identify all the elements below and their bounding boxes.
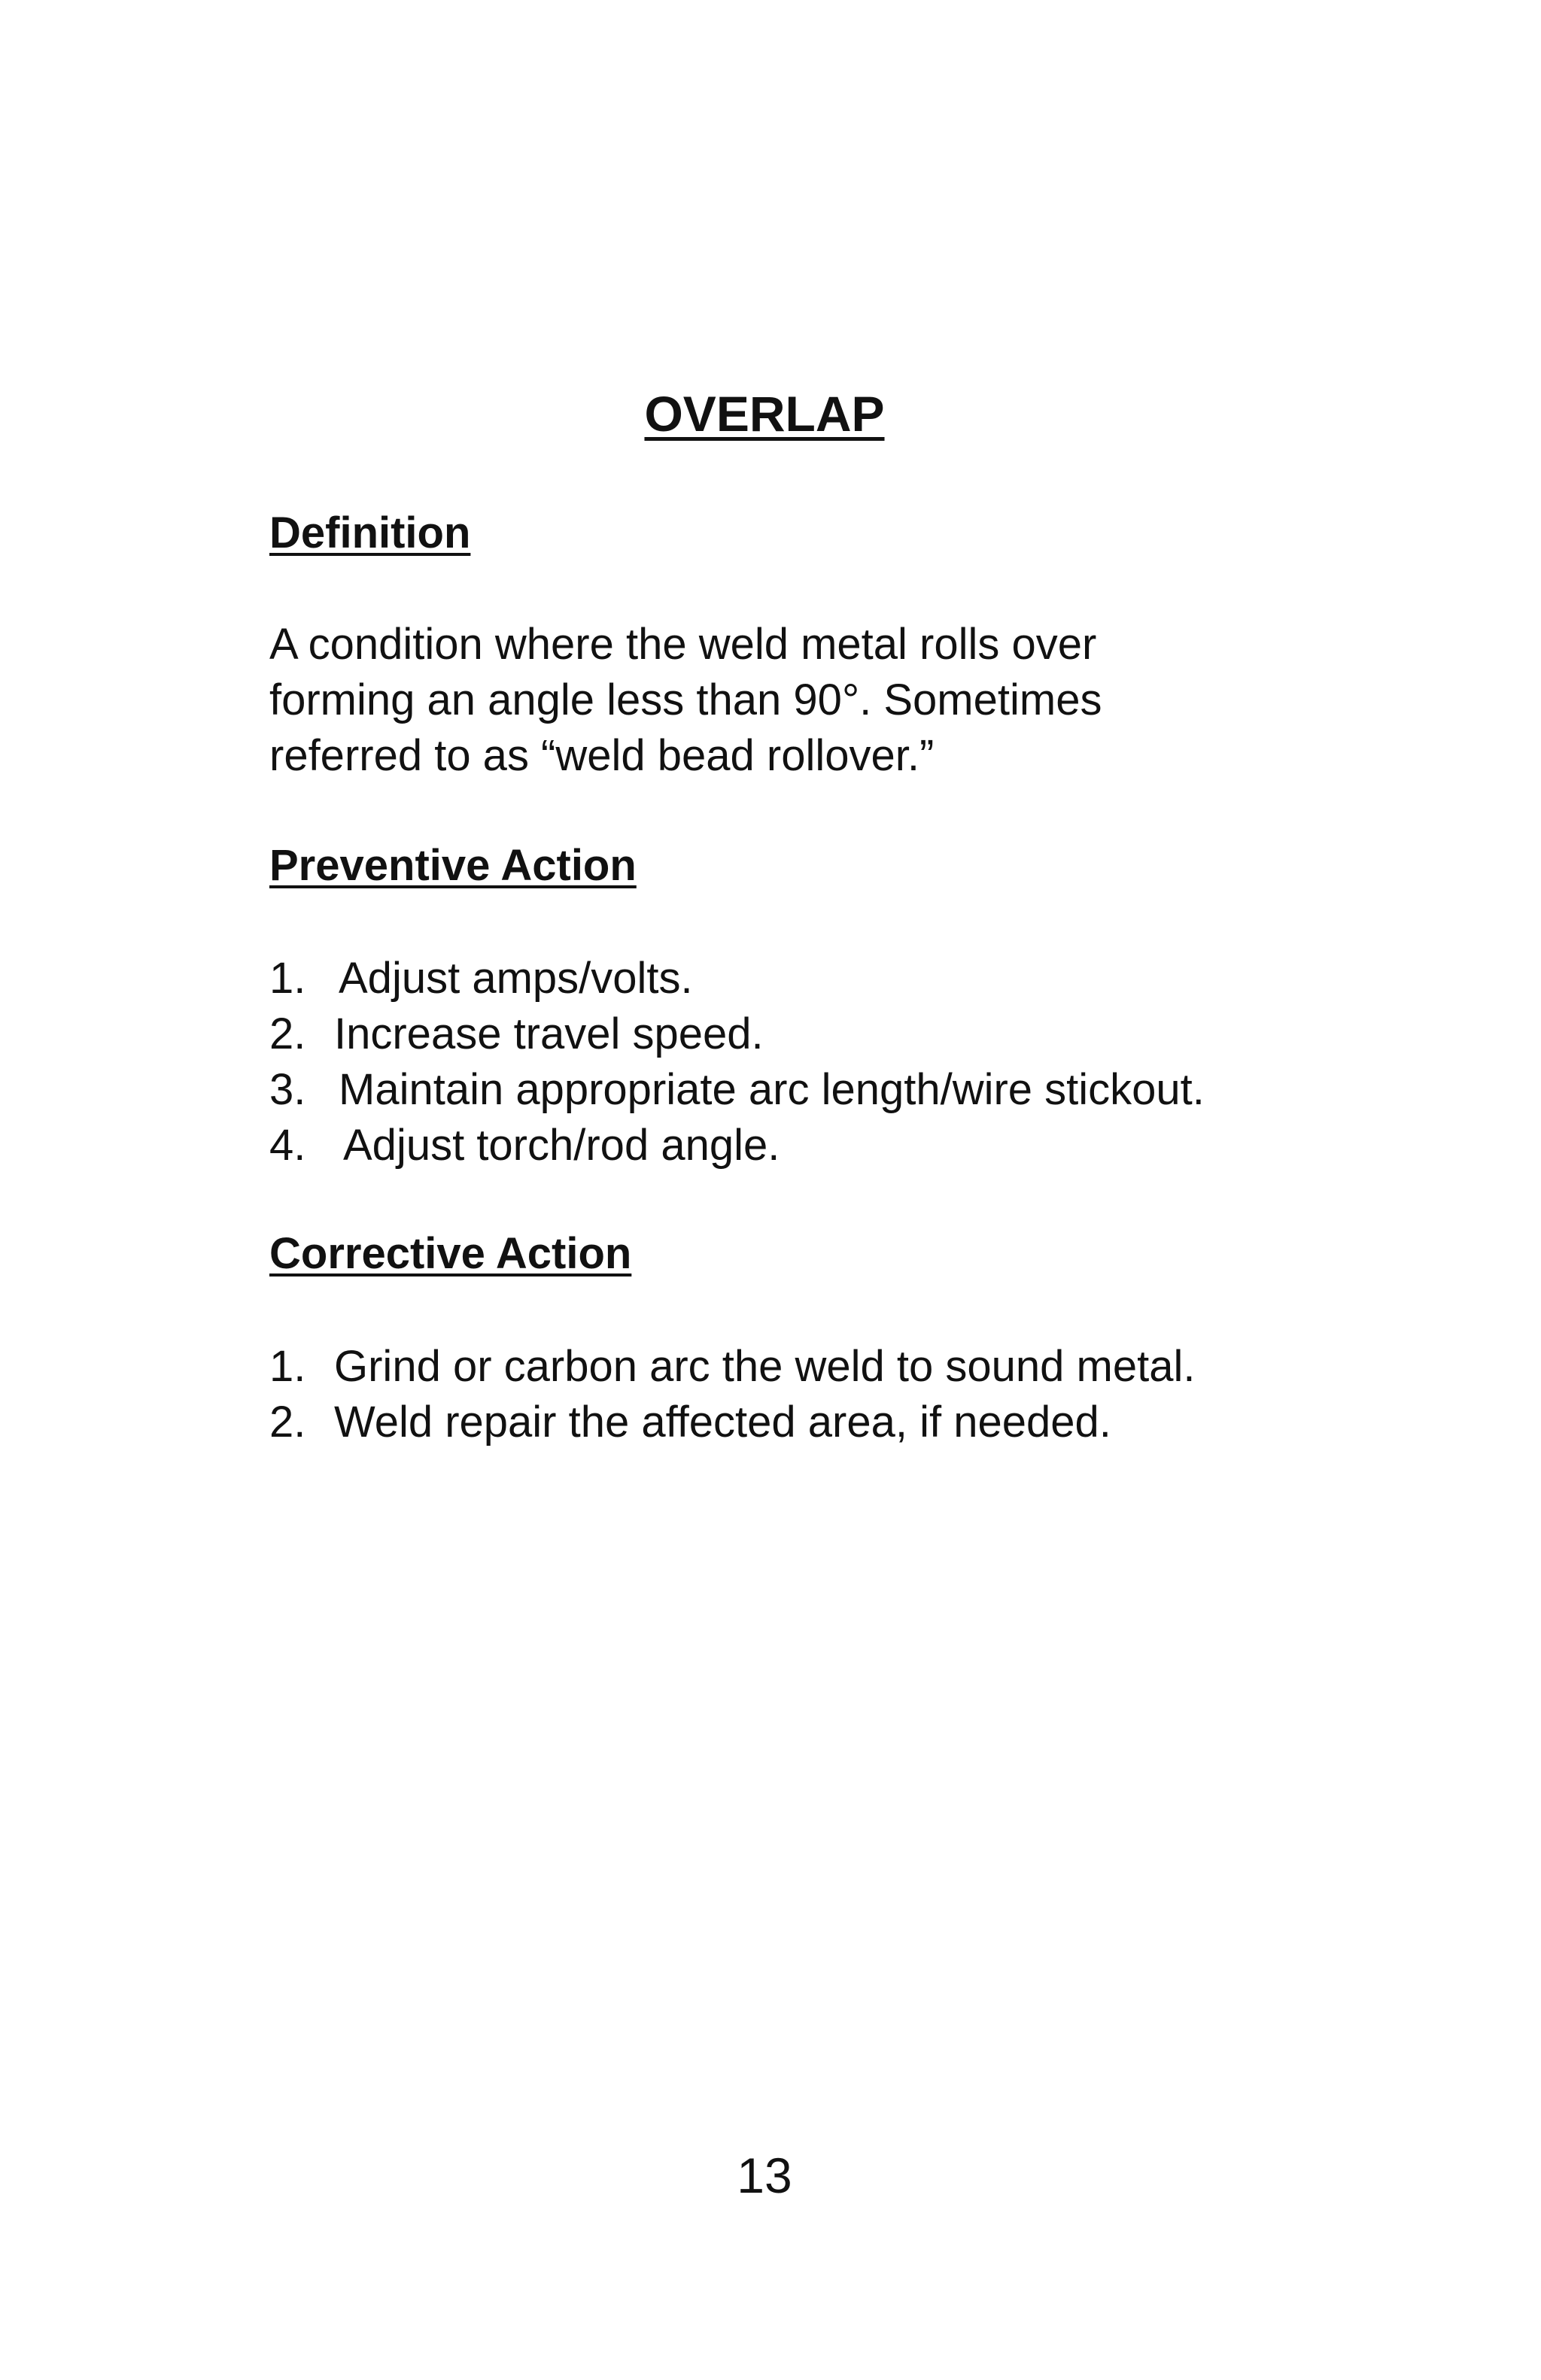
preventive-action-list xyxy=(269,951,1205,1173)
list-item-text: Maintain appropriate arc length/wire stickout. xyxy=(339,1065,1205,1114)
page-title: OVERLAP xyxy=(644,386,885,442)
page-number: 13 xyxy=(737,2148,792,2203)
list-item xyxy=(269,1006,1205,1062)
list-item xyxy=(269,1339,1195,1395)
list-item xyxy=(269,1118,1205,1173)
list-item-number: 1. xyxy=(269,1342,306,1391)
list-item-text: Adjust torch/rod angle. xyxy=(343,1121,780,1170)
list-item xyxy=(269,1062,1205,1118)
list-item-number: 2. xyxy=(269,1398,306,1447)
list-item-text: Adjust amps/volts. xyxy=(339,954,693,1003)
list-item-number: 3. xyxy=(269,1065,306,1114)
definition-heading: Definition xyxy=(269,508,471,557)
list-item xyxy=(269,951,1205,1006)
list-item-text: Increase travel speed. xyxy=(334,1009,764,1058)
preventive-action-heading: Preventive Action xyxy=(269,841,637,890)
definition-line: referred to as “weld bead rollover.” xyxy=(269,731,935,780)
definition-text xyxy=(269,617,1102,784)
corrective-action-list xyxy=(269,1339,1195,1450)
definition-line: forming an angle less than 90°. Sometimes xyxy=(269,675,1102,724)
corrective-action-heading: Corrective Action xyxy=(269,1229,632,1278)
list-item-number: 2. xyxy=(269,1009,306,1058)
list-item-text: Weld repair the affected area, if needed. xyxy=(334,1398,1111,1447)
list-item-text: Grind or carbon arc the weld to sound metal. xyxy=(334,1342,1196,1391)
list-item-number: 1. xyxy=(269,954,306,1003)
list-item-number: 4. xyxy=(269,1121,306,1170)
definition-line: A condition where the weld metal rolls over xyxy=(269,620,1097,669)
list-item xyxy=(269,1395,1195,1450)
